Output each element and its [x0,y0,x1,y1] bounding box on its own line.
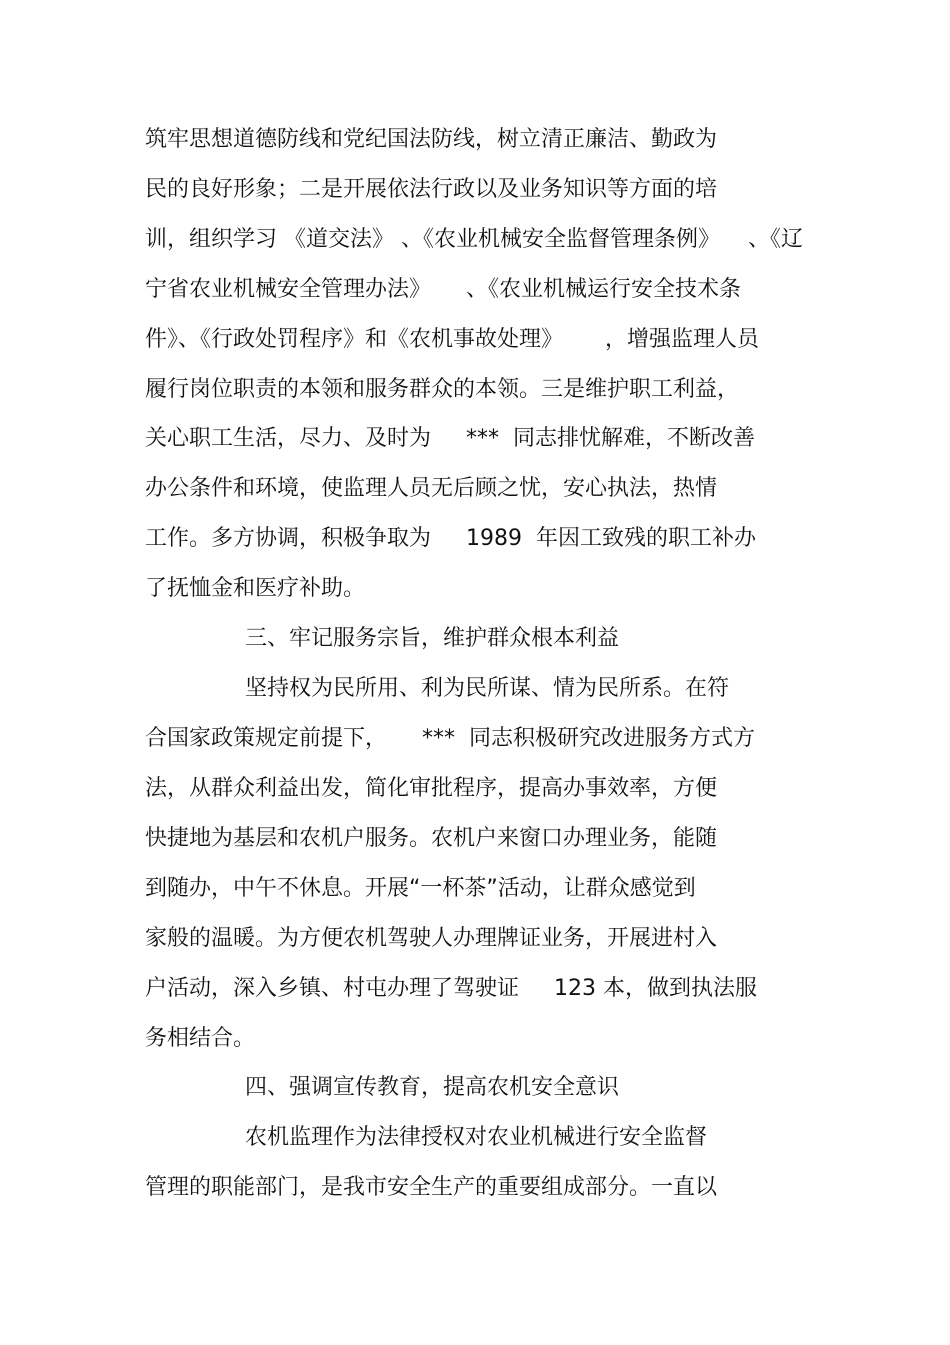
text-line: 管理的职能部门，是我市安全生产的重要组成部分。一直以 [145,1175,718,1200]
text-line: 合国家政策规定前提下， *** 同志积极研究改进服务方式方 [145,726,755,751]
text-line: 履行岗位职责的本领和服务群众的本领。三是维护职工利益， [145,377,740,402]
text-line: 农机监理作为法律授权对农业机械进行安全监督 [245,1125,708,1150]
text-line: 训，组织学习 《道交法》 、《农业机械安全监督管理条例》 、《辽 [145,227,803,252]
text-line: 户活动，深入乡镇、村屯办理了驾驶证 123 本，做到执法服 [145,976,757,1001]
text-line: 家般的温暖。为方便农机驾驶人办理牌证业务，开展进村入 [145,926,718,951]
text-line: 法，从群众利益出发，简化审批程序，提高办事效率，方便 [145,776,718,801]
text-line: 办公条件和环境，使监理人员无后顾之忧，安心执法，热情 [145,476,718,501]
section-heading: 三、牢记服务宗旨，维护群众根本利益 [245,626,620,651]
text-line: 到随办，中午不休息。开展“一杯茶”活动，让群众感觉到 [145,876,696,901]
text-line: 工作。多方协调，积极争取为 1989 年因工致残的职工补办 [145,526,756,551]
text-line: 件》、《行政处罚程序》和《农机事故处理》 ，增强监理人员 [145,327,759,352]
text-line: 坚持权为民所用、利为民所谋、情为民所系。在符 [245,676,730,701]
text-line: 快捷地为基层和农机户服务。农机户来窗口办理业务，能随 [145,826,718,851]
text-line: 务相结合。 [145,1026,256,1051]
text-line: 关心职工生活，尽力、及时为 *** 同志排忧解难，不断改善 [145,426,755,451]
text-line: 宁省农业机械安全管理办法》 、《农业机械运行安全技术条 [145,277,741,302]
text-line: 民的良好形象；二是开展依法行政以及业务知识等方面的培 [145,177,718,202]
text-line: 筑牢思想道德防线和党纪国法防线，树立清正廉洁、勤政为 [145,127,718,152]
section-heading: 四、强调宣传教育，提高农机安全意识 [245,1075,620,1100]
text-line: 了抚恤金和医疗补助。 [145,576,366,601]
